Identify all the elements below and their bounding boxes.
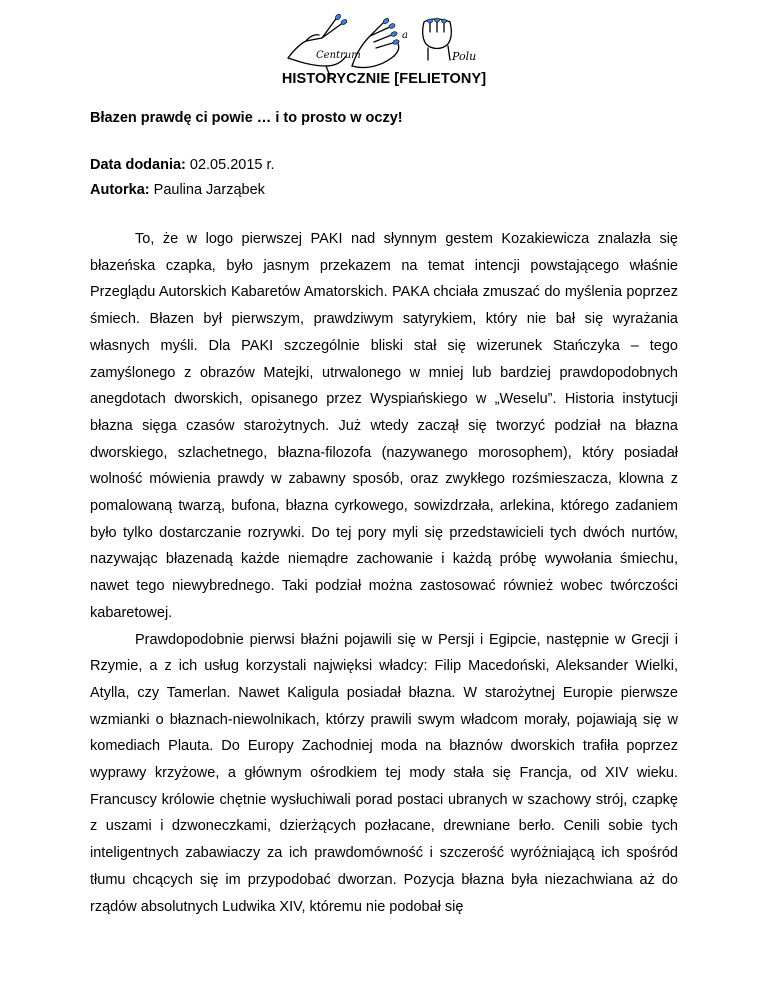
paragraph: To, że w logo pierwszej PAKI nad słynnym gestem Kozakiewicza znalazła się błazeńska czapka, było jasnym przekazem na temat intencji powstającego właśnie Przeglądu Autorskich Kabaretów Amatorskich. PAKA chciała zmuszać do myślenia poprzez śmiech. Błazen był pierwszym, prawdziwym satyrykiem, który nie bał się wyrażania własnych myśli. Dla PAKI szczególnie bliski stał się wizerunek Stańczyka – tego zamyślonego z obrazów Matejki, utrwalonego w mniej lub bardziej prawdopodobnych anegdotach dworskich, opisanego przez Wyspiańskiego w „Weselu”. Historia instytucji błazna sięga czasów starożytnych. Już wtedy zaczął się tworzyć podział na błazna dworskiego, szlachetnego, błazna-filozofa (nazywanego morosophem), który posiadał wolność mówienia prawdy w zabawny sposób, oraz zwykłego rozśmieszacza, klowna z pomalowaną twarzą, bufona, błazna cyrkowego, sowizdrzała, arlekina, którego zadaniem było tylko dostarczanie rozrywki. Do tej pory myli się przedstawicieli tych dwóch nurtów, nazywając błazenadą każde niemądre zachowanie i każdą próbę wywołania śmiechu, nawet tego niewybrednego. Taki podział można zastosować również wobec twórczości kabaretowej. bbox=[90, 231, 678, 621]
date-line bbox=[90, 157, 275, 173]
logo-text-left: Centrum bbox=[316, 50, 361, 61]
author-value: Paulina Jarząbek bbox=[149, 182, 265, 198]
logo bbox=[282, 8, 487, 80]
article-body bbox=[90, 226, 678, 920]
date-value: 02.05.2015 r. bbox=[185, 157, 275, 173]
article-title: Błazen prawdę ci powie … i to prosto w oczy! bbox=[90, 110, 403, 126]
author-label: Autorka: bbox=[90, 182, 150, 198]
paragraph: Prawdopodobnie pierwsi błaźni pojawili się w Persji i Egipcie, następnie w Grecji i Rzymie, a z ich usług korzystali najwięksi władcy: Filip Macedoński, Aleksander Wielki, Atylla, czy Tamerlan. Nawet Kaligula posiadał błazna. W starożytnej Europie pierwsze wzmianki o błaznach-niewolnikach, którzy prawili swym władcom morały, pojawiają się w komediach Plauta. Do Europy Zachodniej moda na błaznów dworskich trafiła poprzez wyprawy krzyżowe, a głównym ośrodkiem tej mody stała się Francja, od XIV wieku. Francuscy królowie chętnie wysłuchiwali porad postaci ubranych w szachowy strój, czapkę z uszami i dzwoneczkami, dzierżących pozłacane, drewniane berło. Cenili sobie tych inteligentnych zabawiaczy za ich prawdomówność i szczerość wyróżniającą ich spośród tłumu chcących się im przypodobać dworzan. Pozycja błazna była niezachwiana aż do rządów absolutnych Ludwika XIV, któremu nie podobał się bbox=[90, 631, 678, 915]
author-line bbox=[90, 182, 265, 198]
logo-text-right: Polu bbox=[452, 50, 477, 63]
hands-logo-image bbox=[282, 8, 487, 80]
logo-text-mid: a bbox=[402, 30, 408, 41]
section-heading: HISTORYCZNIE [FELIETONY] bbox=[281, 71, 487, 87]
date-label: Data dodania: bbox=[90, 157, 186, 173]
